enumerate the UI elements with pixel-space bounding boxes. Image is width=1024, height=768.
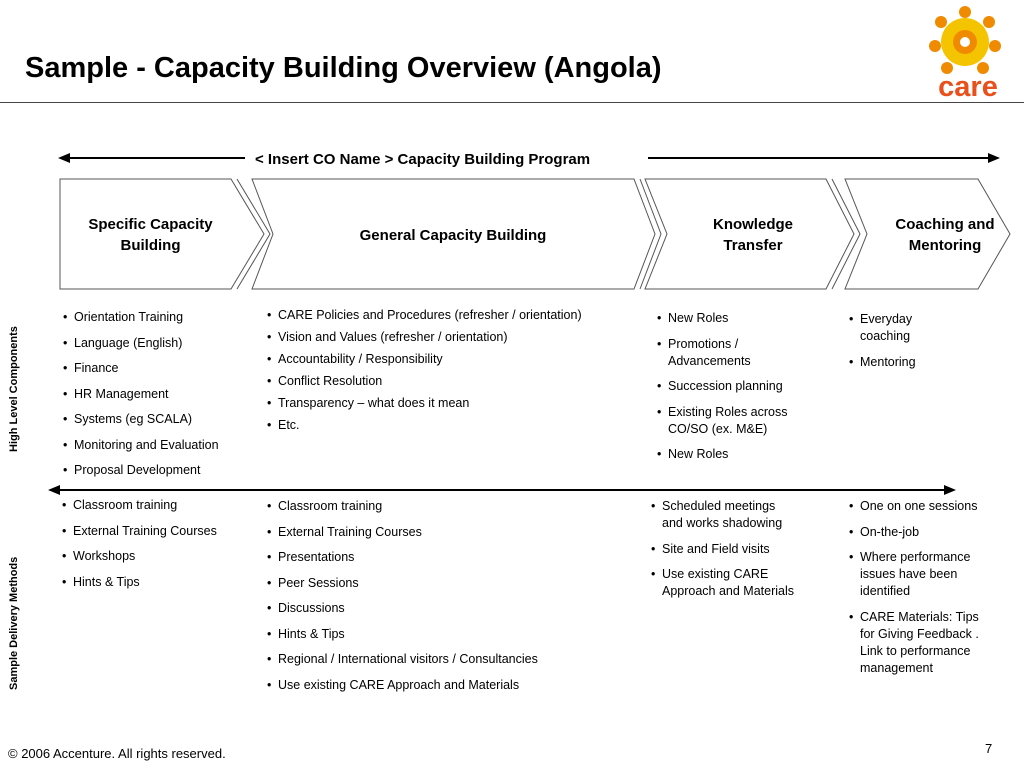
list-item: • On-the-job xyxy=(847,524,995,541)
list-item: • Where performance issues have been identified xyxy=(847,549,995,600)
list-item: • Scheduled meetings and works shadowing xyxy=(649,498,799,532)
list-item: • External Training Courses xyxy=(60,523,245,540)
list-item: • Use existing CARE Approach and Materials xyxy=(649,566,799,600)
components-specific xyxy=(61,309,241,488)
list-item: • Conflict Resolution xyxy=(265,373,635,390)
list-item: • Language (English) xyxy=(61,335,241,352)
list-item: • New Roles xyxy=(655,446,815,463)
delivery-coaching xyxy=(847,498,995,685)
list-item: • New Roles xyxy=(655,310,815,327)
list-item: • Proposal Development xyxy=(61,462,241,479)
list-item: • Accountability / Responsibility xyxy=(265,351,635,368)
list-item: • Systems (eg SCALA) xyxy=(61,411,241,428)
page-number: 7 xyxy=(985,741,993,756)
svg-text:care: care xyxy=(938,71,998,100)
list-item: • Succession planning xyxy=(655,378,815,395)
list-item: • Existing Roles across CO/SO (ex. M&E) xyxy=(655,404,815,438)
row-separator-arrow-right-head xyxy=(944,485,956,495)
list-item: • Etc. xyxy=(265,417,635,434)
list-item: • Everyday coaching xyxy=(847,311,957,345)
list-item: • Classroom training xyxy=(265,498,635,515)
list-item: • Hints & Tips xyxy=(60,574,245,591)
header-specific: Specific Capacity Building xyxy=(88,216,213,254)
list-item: • CARE Materials: Tips for Giving Feedback . Link to performance management xyxy=(847,609,995,677)
page-title: Sample - Capacity Building Overview (Angola) xyxy=(25,52,662,84)
list-item: • Site and Field visits xyxy=(649,541,799,558)
program-title: < Insert CO Name > Capacity Building Program xyxy=(255,151,591,168)
components-general xyxy=(265,307,635,439)
list-item: • Peer Sessions xyxy=(265,575,635,592)
program-arrow-right-head xyxy=(988,153,1000,163)
list-item: • Presentations xyxy=(265,549,635,566)
list-item: • Use existing CARE Approach and Materials xyxy=(265,677,635,694)
header-coaching: Coaching and Mentoring xyxy=(895,216,995,254)
header-general: General Capacity Building xyxy=(359,227,547,244)
list-item: • Monitoring and Evaluation xyxy=(61,437,241,454)
list-item: • HR Management xyxy=(61,386,241,403)
row-label-delivery: Sample Delivery Methods xyxy=(8,556,20,690)
list-item: • External Training Courses xyxy=(265,524,635,541)
list-item: • Regional / International visitors / Consultancies xyxy=(265,651,635,668)
list-item: • Hints & Tips xyxy=(265,626,635,643)
copyright-footer: © 2006 Accenture. All rights reserved. xyxy=(8,746,226,761)
delivery-knowledge xyxy=(649,498,799,609)
delivery-general xyxy=(265,498,635,702)
list-item: • Finance xyxy=(61,360,241,377)
components-knowledge xyxy=(655,310,815,472)
header-knowledge: Knowledge Transfer xyxy=(712,216,793,254)
list-item: • Discussions xyxy=(265,600,635,617)
list-item: • Vision and Values (refresher / orientation) xyxy=(265,329,635,346)
list-item: • Promotions / Advancements xyxy=(655,336,815,370)
list-item: • Orientation Training xyxy=(61,309,241,326)
list-item: • Workshops xyxy=(60,548,245,565)
list-item: • One on one sessions xyxy=(847,498,995,515)
list-item: • Transparency – what does it mean xyxy=(265,395,635,412)
components-coaching xyxy=(847,311,957,379)
list-item: • Classroom training xyxy=(60,497,245,514)
row-separator-arrow-left-head xyxy=(48,485,60,495)
list-item: • CARE Policies and Procedures (refresher / orientation) xyxy=(265,307,635,324)
delivery-specific xyxy=(60,497,245,599)
program-arrow-left-head xyxy=(58,153,70,163)
list-item: • Mentoring xyxy=(847,354,957,371)
row-label-components: High Level Components xyxy=(8,326,20,452)
